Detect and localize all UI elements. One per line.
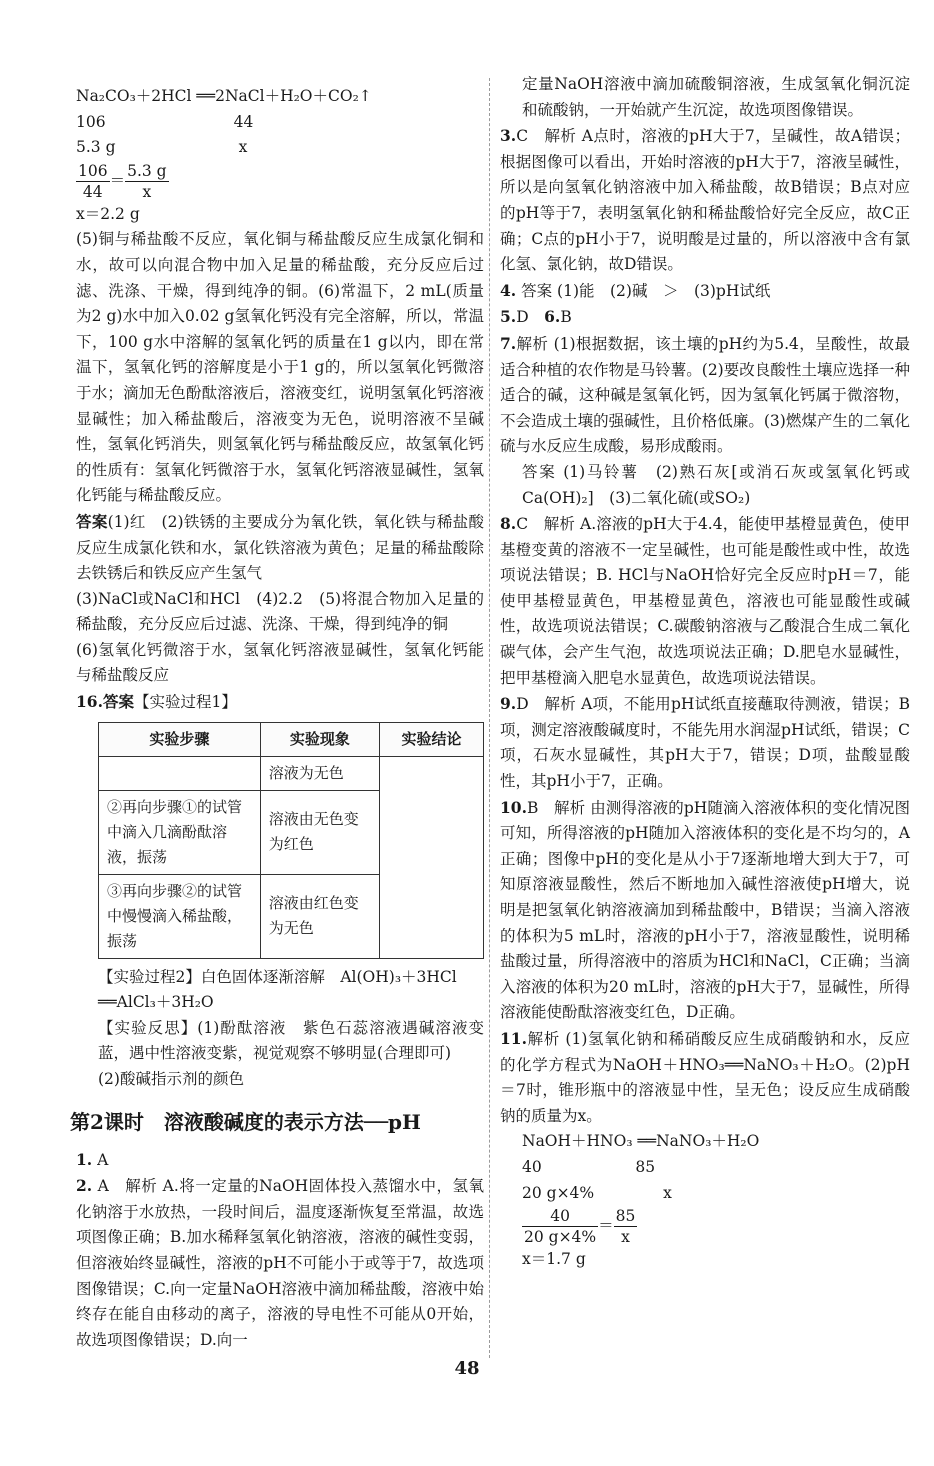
fraction: $\frac{5.3 g}{x}$ [127,161,167,201]
table-header: 实验步骤 [99,722,261,756]
fraction: $\frac{106}{44}$ [78,161,108,201]
answer-block: 答案(1)红 (2)铁锈的主要成分为氧化铁，氧化铁与稀盐酸反应生成氯化铁和水，氯化铁溶液为黄色；足量的稀盐酸除去铁锈后和铁反应产生氢气 [76,511,484,583]
question-2: 2. A 解析 A.将一定量的NaOH固体投入蒸馏水中，氢氧化钠溶于水放热，一段时间后，温度逐渐恢复至常温，故选项图像正确；B.加水稀释氢氧化钠溶液，溶液的碱性变弱，但溶液始终显碱性，溶液的pH不可能小于或等于7，故选项图像错误；C.向一定量NaOH溶液中滴加稀盐酸，溶液中始终存在能自由移动的离子，溶液的导电性不可能从0开始，故选项图像错误；D.向一 [76,1176,484,1349]
table-row [99,756,484,790]
page-number: 48 [454,1358,480,1379]
proportion: $\frac{106}{44}$ ＝ $\frac{5.3 g}{x}$ [78,161,167,201]
experiment-reflection: 【实验反思】(1)酚酞溶液 紫色石蕊溶液遇碱溶液变蓝，遇中性溶液变紫，视觉观察不够明显(合理即可) [98,1018,484,1063]
table-cell: ②再向步骤①的试管中滴入几滴酚酞溶液，振荡 [99,790,261,874]
table-header: 实验现象 [260,722,379,756]
table-header-row [99,722,484,756]
right-column [500,72,910,1273]
calculation-block [500,1129,910,1272]
chem-equation: Na₂CO₃＋2HCl ══2NaCl＋H₂O＋CO₂↑ [76,87,372,105]
question-7: 7.解析 (1)根据数据，该土壤的pH约为5.4，呈酸性，故最适合种植的农作物是马铃薯。(2)要改良酸性土壤应选择一种适合的碱，这种碱是氢氧化钙，因为氢氧化钙属于微溶物，不会造成土壤的强碱性，且价格低廉。(3)燃煤产生的二氧化硫与水反应生成酸，易形成酸雨。 [500,333,910,456]
table-cell [99,756,261,790]
question-16: 16.答案【实验过程1】 [76,692,237,712]
answer-line: (3)NaCl或NaCl和HCl (4)2.2 (5)将混合物加入足量的稀盐酸，充分反应后过滤、洗涤、干燥，得到纯净的铜 [76,589,484,634]
experiment-process-2: 【实验过程2】白色固体逐渐溶解 Al(OH)₃＋3HCl [98,967,457,986]
table-cell: 溶液由红色变为无色 [260,874,379,958]
equation-value-row: 20 g×4% x [522,1183,672,1202]
answer-label: 答案 [76,511,108,531]
table-cell [380,756,484,958]
equation-ratio-row: 106 44 [76,112,254,131]
answer-line: (6)氢氧化钙微溶于水，氢氧化钙溶液显碱性，氢氧化钙能与稀盐酸反应 [76,640,484,685]
table-header: 实验结论 [380,722,484,756]
fraction: $\frac{40}{20 g\times 4\%}$ [524,1207,597,1247]
question-9: 9.D 解析 A项，不能用pH试纸直接蘸取待测液，错误；B项，测定溶液酸碱度时，不能先用水润湿pH试纸，错误；C项，石灰水显碱性，其pH大于7，错误；D项，盐酸显酸性，其pH小于7，正确。 [500,694,910,791]
question-2-continued: 定量NaOH溶液中滴加硫酸铜溶液，生成氢氧化铜沉淀和硫酸钠，一开始就产生沉淀，故选项图像错误。 [522,75,910,119]
equation-ratio-row: 40 85 [522,1157,656,1176]
question-4: 4. 答案 (1)能 (2)碱 ＞ (3)pH试纸 [500,280,771,300]
question-11: 11.解析 (1)氢氧化钠和稀硝酸反应生成硝酸钠和水，反应的化学方程式为NaOH＋HNO₃══NaNO₃＋H₂O。(2)pH＝7时，锥形瓶中的溶液显中性，呈无色；设反应生成硝酸钠的质量为x。 [500,1028,911,1125]
chem-equation: NaOH＋HNO₃ ══NaNO₃＋H₂O [522,1132,760,1151]
experiment-process-2-equation: ══AlCl₃＋3H₂O [98,993,214,1012]
question-5-6: 5.D 6.B [500,307,572,327]
table-cell: ③再向步骤②的试管中慢慢滴入稀盐酸，振荡 [99,874,261,958]
table-cell: 溶液为无色 [260,756,379,790]
fraction: $\frac{85}{x}$ [615,1207,636,1247]
column-divider [489,78,490,1358]
experiment-reflection-2: (2)酸碱指示剂的颜色 [98,1070,244,1089]
calc-result: x＝2.2 g [76,204,140,223]
explanation-paragraph: (5)铜与稀盐酸不反应，氧化铜与稀盐酸反应生成氯化铜和水，故可以向混合物中加入足量的稀盐酸，充分反应后过滤、洗涤、干燥，得到纯净的铜。(6)常温下，2 mL(质量为2 g)水中加入0.02 g氢氧化钙没有完全溶解，所以，常温下，100 g水中溶解的氢氧化钙的质量在1 g以内，即在常温下，氢氧化钙的溶解度是小于1 g的，所以氢氧化钙微溶于水；滴加无色酚酞溶液后，溶液变红，说明氢氧化钙溶液显碱性；加入稀盐酸后，溶液变为无色，说明溶液不呈碱性，氢氧化钙消失，则氢氧化钙与稀盐酸反应，故氢氧化钙的性质有：氢氧化钙微溶于水，氢氧化钙溶液显碱性，氢氧化钙能与稀盐酸反应。 [76,230,484,505]
experiment-table [98,722,484,959]
left-column [70,84,484,1353]
question-10: 10.B 解析 由测得溶液的pH随滴入溶液体积的变化情况图可知，所得溶液的pH随加入溶液体积的变化是不均匀的，A正确；图像中pH的变化是从小于7逐渐地增大到大于7，可知原溶液显酸性，然后不断地加入碱性溶液使pH增大，说明是把氢氧化钠溶液滴加到稀盐酸中，B错误；当滴入溶液的体积为5 mL时，溶液的pH小于7，溶液显酸性，说明稀盐酸过量，所得溶液中的溶质为HCl和NaCl，C正确；当滴入溶液的体积为20 mL时，溶液的pH大于7，显碱性，所得溶液能使酚酞溶液变红色，D正确。 [500,797,910,1022]
question-8: 8.C 解析 A.溶液的pH大于4.4，能使甲基橙显黄色，使甲基橙变黄的溶液不一定呈碱性，也可能是酸性或中性，故选项说法错误；B. HCl与NaOH恰好完全反应时pH＝7，能使甲基橙显黄色，甲基橙显黄色，溶液也可能显酸性或碱性，故选项说法错误；C.碳酸钠溶液与乙酸混合生成二氧化碳气体，会产生气泡，故选项说法正确；D.肥皂水显碱性，把甲基橙滴入肥皂水显黄色，故选项说法错误。 [500,514,910,687]
question-3: 3.C 解析 A点时，溶液的pH大于7，呈碱性，故A错误；根据图像可以看出，开始时溶液的pH大于7，溶液呈碱性，所以是向氢氧化钠溶液中加入稀盐酸，故B错误；B点对应的pH等于7，表明氢氧化钠和稀盐酸恰好完全反应，故C正确；C点的pH小于7，说明酸是过量的，所以溶液中含有氯化氢、氯化钠，故D错误。 [500,126,910,274]
table-cell: 溶液由无色变为红色 [260,790,379,874]
proportion: $\frac{40}{20 g\times 4\%}$ ＝ $\frac{85}{x}$ [524,1207,636,1247]
question-7-answer: 答案 (1)马铃薯 (2)熟石灰[或消石灰或氢氧化钙或Ca(OH)₂] (3)二氧化硫(或SO₂) [522,462,910,507]
section-heading: 第2课时 溶液酸碱度的表示方法──pH [70,1109,421,1134]
question-1: 1. A [76,1149,109,1169]
calc-result: x＝1.7 g [522,1250,586,1269]
equation-value-row: 5.3 g x [76,138,248,157]
